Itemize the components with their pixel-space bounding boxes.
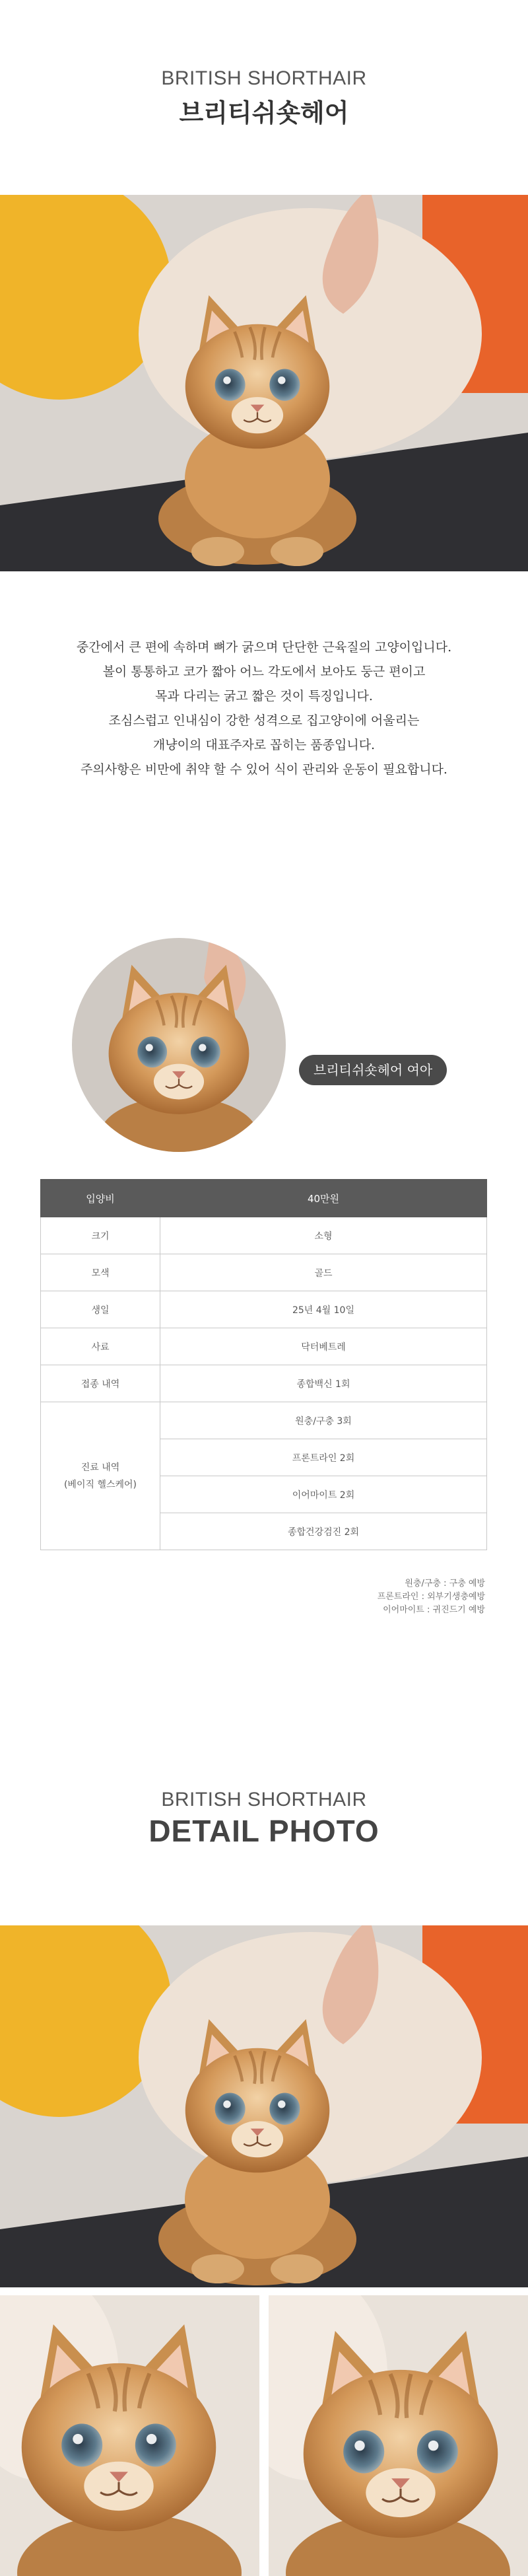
- row-value: 종합백신 1회: [160, 1365, 487, 1402]
- table-row: [41, 1291, 487, 1328]
- description-line: 목과 다리는 굵고 짧은 것이 특징입니다.: [155, 689, 373, 703]
- table-row: [41, 1365, 487, 1402]
- detail-english-title: BRITISH SHORTHAIR: [161, 1789, 367, 1810]
- care-label-line1: 진료 내역: [81, 1462, 120, 1473]
- care-item: 원충/구충 3회: [160, 1402, 487, 1439]
- table-row: [41, 1217, 487, 1254]
- profile-photo-circle: [72, 938, 286, 1152]
- detail-cat-photo-large: [0, 1925, 528, 2287]
- header-english-title: BRITISH SHORTHAIR: [161, 67, 367, 89]
- row-label: 크기: [41, 1217, 160, 1254]
- description-line: 주의사항은 비만에 취약 할 수 있어 식이 관리와 운동이 필요합니다.: [81, 762, 447, 777]
- care-item: 종합건강검진 2회: [160, 1513, 487, 1550]
- adoption-fee-label: 입양비: [41, 1180, 160, 1217]
- row-label: 사료: [41, 1328, 160, 1365]
- note-line: 프론트라인 : 외부기생충예방: [377, 1592, 485, 1602]
- row-label: 모색: [41, 1254, 160, 1291]
- table-row: [41, 1402, 487, 1439]
- description-line: 중간에서 큰 편에 속하며 뼈가 굵으며 단단한 근육질의 고양이입니다.: [76, 640, 452, 655]
- hero-cat-photo: [0, 195, 528, 571]
- header-korean-title: 브리티쉬숏헤어: [179, 98, 349, 127]
- row-value: 25년 4월 10일: [160, 1291, 487, 1328]
- description-line: 개냥이의 대표주자로 꼽히는 품종입니다.: [152, 738, 376, 752]
- breed-gender-badge: 브리티쉬숏헤어 여아: [299, 1055, 447, 1085]
- note-line: 원충/구충 : 구충 예방: [405, 1579, 485, 1589]
- info-table-wrapper: [40, 1179, 487, 1550]
- table-row: [41, 1328, 487, 1365]
- detail-photo-title: DETAIL PHOTO: [148, 1814, 380, 1848]
- adoption-info-table: [40, 1179, 487, 1550]
- row-label: 생일: [41, 1291, 160, 1328]
- care-label-line2: (베이직 헬스케어): [63, 1479, 137, 1490]
- row-label: 접종 내역: [41, 1365, 160, 1402]
- breed-description: [0, 635, 528, 782]
- care-item: 프론트라인 2회: [160, 1439, 487, 1476]
- row-value: 소형: [160, 1217, 487, 1254]
- detail-cat-photo-left: [0, 2295, 259, 2576]
- care-notes: [378, 1577, 485, 1617]
- description-line: 조심스럽고 인내심이 강한 성격으로 집고양이에 어울리는: [108, 713, 420, 728]
- adoption-fee-value: 40만원: [160, 1180, 487, 1217]
- row-value: 골드: [160, 1254, 487, 1291]
- table-row: [41, 1254, 487, 1291]
- table-header-row: [41, 1180, 487, 1217]
- note-line: 이어마이트 : 귀진드기 예방: [383, 1605, 485, 1615]
- row-value: 닥터베트레: [160, 1328, 487, 1365]
- detail-cat-photo-right: [269, 2295, 528, 2576]
- care-history-label: [41, 1402, 160, 1550]
- care-item: 이어마이트 2회: [160, 1476, 487, 1513]
- description-line: 볼이 통통하고 코가 짧아 어느 각도에서 보아도 둥근 편이고: [102, 664, 426, 679]
